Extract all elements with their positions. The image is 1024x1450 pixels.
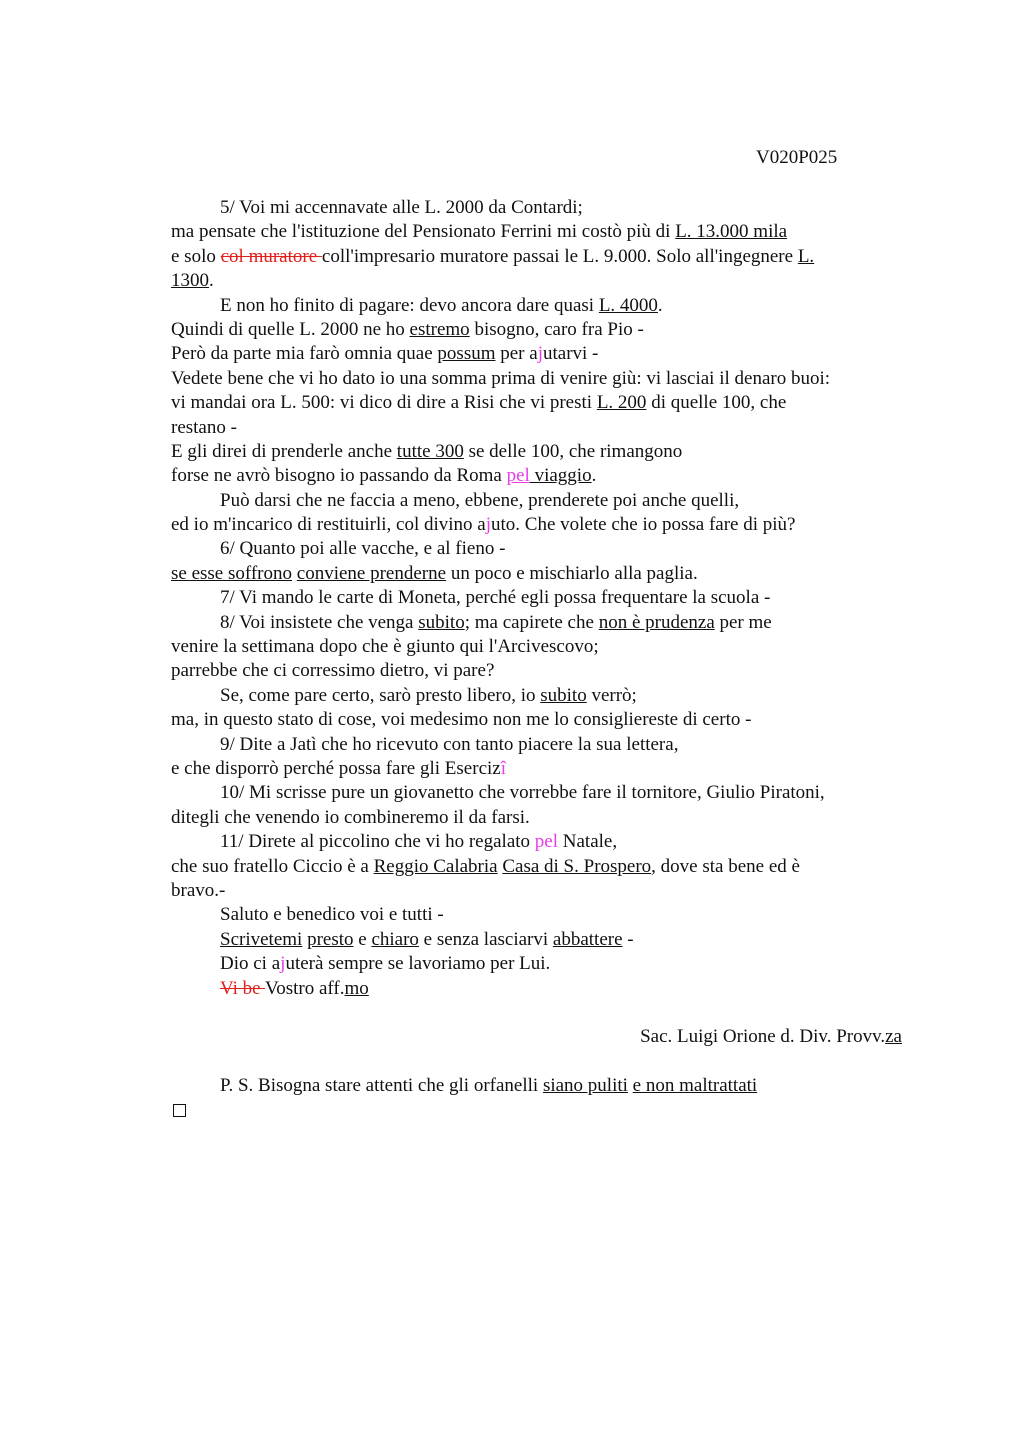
underlined-text: non è prudenza: [598, 611, 715, 633]
text-segment: per me: [714, 611, 772, 633]
text-segment: e che disporrò perché possa fare gli Eserciz: [171, 757, 501, 779]
underlined-text: mo: [344, 977, 369, 999]
text-segment: bravo.-: [171, 879, 226, 901]
underlined-text: subito: [540, 684, 587, 706]
text-segment: e solo: [171, 245, 221, 267]
text-segment: 7/ Vi mando le carte di Moneta, perché egli possa frequentare la scuola -: [220, 587, 771, 609]
text-segment: Vedete bene che vi ho dato io una somma prima di venire giù: vi lasciai il denaro buoi:: [171, 367, 831, 389]
text-segment: ed io m'incarico di restituirli, col divino a: [171, 514, 486, 536]
text-line: [171, 367, 911, 391]
underlined-text: possum: [437, 343, 496, 365]
text-line: [171, 416, 911, 440]
underlined-text: siano puliti: [542, 1075, 628, 1097]
text-segment: uterà sempre se lavoriamo per Lui.: [285, 953, 551, 975]
text-segment: utarvi -: [542, 343, 599, 365]
text-line: [171, 586, 911, 610]
text-segment: Saluto e benedico voi e tutti -: [220, 904, 444, 926]
checkbox-square-icon: [173, 1104, 186, 1117]
text-segment: vi mandai ora L. 500: vi dico di dire a Risi che vi presti: [171, 392, 597, 414]
text-segment: Se, come pare certo, sarò presto libero, io: [220, 684, 541, 706]
end-marker-line: [171, 1098, 911, 1122]
blank-line: [171, 1001, 911, 1025]
underlined-text: chiaro: [371, 928, 419, 950]
text-line: [171, 806, 911, 830]
text-segment: ditegli che venendo io combineremo il da farsi.: [171, 806, 530, 828]
text-line: [171, 391, 911, 415]
text-segment: .: [591, 465, 597, 487]
text-segment: e: [353, 928, 372, 950]
deleted-text: col muratore: [220, 245, 322, 267]
text-line: [171, 684, 911, 708]
text-line: [171, 245, 911, 269]
text-segment: Quindi di quelle L. 2000 ne ho: [171, 318, 410, 340]
text-segment: Natale,: [558, 831, 618, 853]
text-segment: 10/ Mi scrisse pure un giovanetto che vorrebbe fare il tornitore, Giulio Piratoni,: [220, 782, 825, 804]
text-line: [171, 220, 911, 244]
text-segment: e senza lasciarvi: [418, 928, 553, 950]
underlined-text: subito: [418, 611, 465, 633]
underlined-text: viaggio: [529, 465, 592, 487]
text-segment: verrò;: [586, 684, 637, 706]
underlined-text: abbattere: [552, 928, 623, 950]
text-line: [171, 196, 911, 220]
text-segment: che suo fratello Ciccio è a: [171, 855, 374, 877]
text-line: [171, 464, 911, 488]
text-segment: restano -: [171, 416, 237, 438]
text-segment: forse ne avrò bisogno io passando da Roma: [171, 465, 507, 487]
text-segment: ma, in questo stato di cose, voi medesimo non me lo consigliereste di certo -: [171, 709, 752, 731]
text-segment: 8/ Voi insistete che venga: [220, 611, 419, 633]
text-segment: 9/ Dite a Jatì che ho ricevuto con tanto piacere la sua lettera,: [220, 733, 679, 755]
text-segment: un poco e mischiarlo alla paglia.: [446, 562, 698, 584]
text-line: [171, 977, 911, 1001]
text-segment: 6/ Quanto poi alle vacche, e al fieno -: [220, 538, 506, 560]
text-segment: uto. Che volete che io possa fare di più?: [491, 514, 796, 536]
text-line: [171, 513, 911, 537]
text-segment: Però da parte mia farò omnia quae: [171, 343, 438, 365]
text-line: [171, 611, 911, 635]
text-line: [171, 952, 911, 976]
text-segment: E gli direi di prenderle anche: [171, 440, 397, 462]
text-segment: di quelle 100, che: [646, 392, 787, 414]
underlined-text: estremo: [409, 318, 470, 340]
underlined-text: presto: [307, 928, 354, 950]
text-segment: parrebbe che ci corressimo dietro, vi pare?: [171, 660, 495, 682]
text-line: [171, 733, 911, 757]
text-segment: bisogno, caro fra Pio -: [469, 318, 644, 340]
text-line: [171, 489, 911, 513]
text-line: [171, 879, 911, 903]
text-segment: .: [657, 294, 663, 316]
text-segment: Sac. Luigi Orione d. Div. Provv.: [640, 1026, 886, 1048]
text-segment: .: [209, 270, 214, 292]
editorial-addition: î: [500, 757, 506, 779]
text-line: [171, 294, 911, 318]
text-segment: Può darsi che ne faccia a meno, ebbene, prenderete poi anche quelli,: [220, 489, 740, 511]
underlined-text: e non maltrattati: [632, 1075, 758, 1097]
text-line: [171, 781, 911, 805]
editorial-addition: j: [485, 514, 492, 536]
text-segment: ; ma capirete che: [464, 611, 599, 633]
text-segment: Dio ci a: [220, 953, 281, 975]
deleted-text: Vi be: [220, 977, 265, 999]
underlined-text: Casa di S. Prospero: [502, 855, 652, 877]
text-segment: -: [622, 928, 634, 950]
text-line: [171, 708, 911, 732]
text-segment: ma pensate che l'istituzione del Pensionato Ferrini mi costò più di: [171, 221, 676, 243]
text-segment: per a: [495, 343, 538, 365]
text-line: [171, 440, 911, 464]
editorial-addition: pel: [534, 831, 559, 853]
underlined-text: L.: [797, 245, 815, 267]
text-segment: E non ho finito di pagare: devo ancora dare quasi: [220, 294, 599, 316]
text-line: [171, 537, 911, 561]
text-segment: 11/ Direte al piccolino che vi ho regalato: [220, 831, 535, 853]
underlined-text: conviene prenderne: [296, 562, 447, 584]
text-line: [171, 928, 911, 952]
text-line: [171, 635, 911, 659]
text-segment: venire la settimana dopo che è giunto qui l'Arcivescovo;: [171, 636, 599, 658]
text-line: [171, 342, 911, 366]
text-segment: 5/ Voi mi accennavate alle L. 2000 da Contardi;: [220, 197, 583, 218]
letter-body: [171, 196, 911, 1123]
editorial-addition: pel: [506, 465, 530, 487]
text-segment: P. S. Bisogna stare attenti che gli orfanelli: [220, 1075, 543, 1097]
text-line: [171, 855, 911, 879]
document-id: V020P025: [756, 147, 838, 168]
text-segment: se delle 100, che rimangono: [463, 440, 683, 462]
underlined-text: za: [885, 1026, 902, 1048]
text-line: [171, 903, 911, 927]
underlined-text: Scrivetemi: [220, 928, 303, 950]
editorial-addition: j: [280, 953, 286, 975]
underlined-text: se esse soffrono: [171, 562, 293, 584]
underlined-text: tutte 300: [396, 440, 464, 462]
text-line: [171, 830, 911, 854]
text-segment: , dove sta bene ed è: [651, 855, 800, 877]
underlined-text: L. 13.000 mila: [675, 221, 788, 243]
underlined-text: Reggio Calabria: [373, 855, 498, 877]
blank-line: [171, 1050, 911, 1074]
text-segment: Vostro aff.: [264, 977, 345, 999]
editorial-addition: j: [537, 343, 543, 365]
text-line: [171, 757, 911, 781]
text-line: [171, 659, 911, 683]
text-line: [171, 269, 911, 293]
underlined-text: L. 200: [596, 392, 647, 414]
underlined-text: L. 4000: [598, 294, 658, 316]
underlined-text: 1300: [171, 270, 209, 292]
text-segment: coll'impresario muratore passai le L. 9.000. Solo all'ingegnere: [321, 245, 798, 267]
text-line: [171, 562, 911, 586]
signature-line: [171, 1025, 911, 1049]
text-line: [171, 318, 911, 342]
text-line: [171, 1074, 911, 1098]
